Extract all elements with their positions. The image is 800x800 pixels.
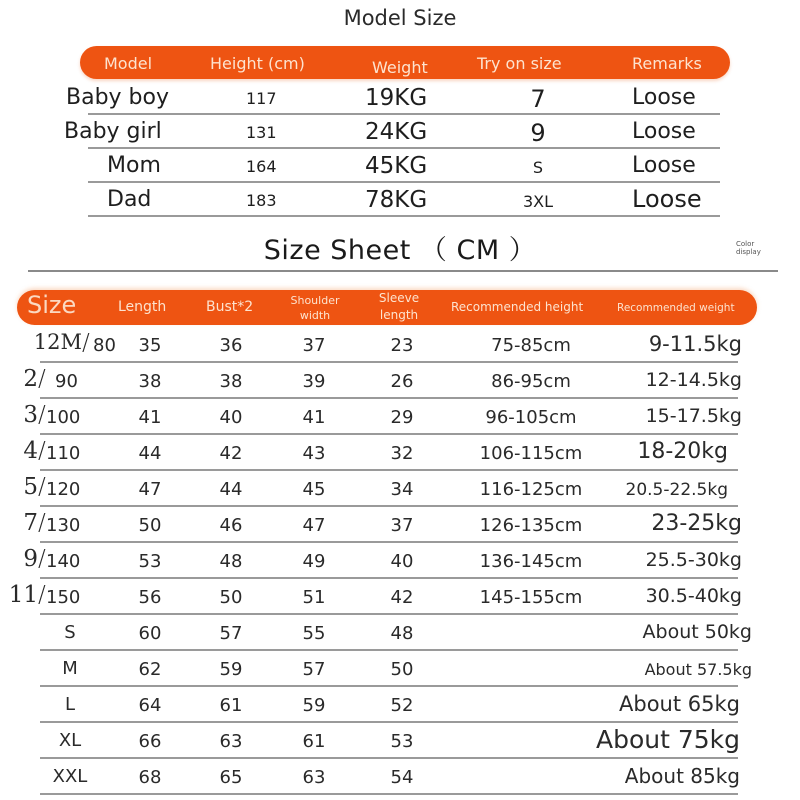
size-letter: S [64, 622, 76, 643]
header-sleeve-line-2: length [379, 308, 419, 322]
length: 64 [138, 695, 162, 716]
recommended-height: 145-155cm [479, 587, 583, 608]
size-row [0, 651, 800, 687]
slash: / [38, 474, 46, 500]
length: 35 [138, 335, 162, 356]
length: 41 [138, 407, 162, 428]
length: 66 [138, 731, 162, 752]
bust: 38 [219, 371, 243, 392]
sleeve: 37 [390, 515, 414, 536]
color-display-line-2: display [736, 248, 761, 256]
size-row [0, 579, 800, 615]
bust: 61 [219, 695, 243, 716]
size-height: 120 [46, 479, 81, 500]
sleeve: 32 [390, 443, 414, 464]
size-row [0, 615, 800, 651]
bust: 48 [219, 551, 243, 572]
model-remarks: Loose [632, 85, 696, 110]
slash: / [38, 546, 46, 572]
shoulder: 49 [302, 551, 326, 572]
size-age: 3 [23, 402, 38, 428]
recommended-height: 86-95cm [491, 371, 571, 392]
recommended-height: 136-145cm [479, 551, 583, 572]
model-table-header [80, 46, 730, 79]
shoulder: 51 [302, 587, 326, 608]
sleeve: 42 [390, 587, 414, 608]
recommended-weight: About 65kg [619, 692, 740, 716]
header-height: Height (cm) [210, 54, 305, 73]
bust: 36 [219, 335, 243, 356]
recommended-weight: 30.5-40kg [645, 585, 742, 607]
model-remarks: Loose [632, 119, 696, 144]
header-remarks: Remarks [632, 54, 702, 73]
model-try-on-size: 7 [530, 85, 546, 113]
size-age: 2 [23, 366, 38, 392]
shoulder: 47 [302, 515, 326, 536]
length: 68 [138, 767, 162, 788]
model-name: Baby boy [66, 85, 169, 110]
bust: 46 [219, 515, 243, 536]
size-table-header [17, 290, 757, 325]
bust: 44 [219, 479, 243, 500]
model-height: 131 [246, 123, 277, 142]
model-weight: 24KG [365, 119, 428, 145]
model-remarks: Loose [632, 185, 702, 213]
size-height: 110 [46, 443, 81, 464]
shoulder: 59 [302, 695, 326, 716]
model-size-title: Model Size [343, 6, 457, 30]
header-model: Model [104, 54, 153, 73]
shoulder: 57 [302, 659, 326, 680]
sleeve: 50 [390, 659, 414, 680]
header-shoulder-line-1: Shoulder [290, 294, 340, 307]
recommended-height: 126-135cm [479, 515, 583, 536]
shoulder: 61 [302, 731, 326, 752]
model-height: 183 [246, 191, 277, 210]
size-height: 130 [46, 515, 81, 536]
size-row [0, 759, 800, 795]
sleeve: 40 [390, 551, 414, 572]
size-row [0, 327, 800, 363]
header-weight: Weight [372, 58, 428, 77]
sleeve: 29 [390, 407, 414, 428]
size-age: 12M [33, 330, 82, 354]
size-letter: XL [58, 730, 82, 751]
length: 38 [138, 371, 162, 392]
recommended-weight: 23-25kg [651, 511, 742, 536]
header-sleeve-line-1: Sleeve [378, 291, 420, 305]
model-weight: 19KG [365, 85, 428, 111]
sleeve: 52 [390, 695, 414, 716]
size-row [0, 363, 800, 399]
header-recommended-weight: Recommended weight [617, 302, 735, 314]
model-row [60, 115, 720, 149]
sleeve: 54 [390, 767, 414, 788]
bust: 50 [219, 587, 243, 608]
recommended-weight: About 75kg [595, 725, 740, 754]
recommended-weight: 20.5-22.5kg [625, 480, 728, 500]
length: 53 [138, 551, 162, 572]
recommended-height: 75-85cm [491, 335, 571, 356]
model-weight: 78KG [365, 187, 428, 213]
model-try-on-size: 3XL [522, 192, 554, 211]
bust: 59 [219, 659, 243, 680]
slash: / [38, 366, 46, 392]
slash: / [82, 330, 90, 356]
size-letter: L [64, 694, 76, 715]
size-height: 80 [93, 335, 116, 356]
size-age: 7 [23, 510, 38, 536]
size-height: 150 [46, 587, 81, 608]
size-age: 11 [8, 582, 38, 608]
size-height: 140 [46, 551, 81, 572]
header-recommended-height: Recommended height [451, 300, 584, 314]
model-row [60, 183, 720, 217]
header-try-on-size: Try on size [477, 54, 562, 73]
shoulder: 63 [302, 767, 326, 788]
recommended-weight: 15-17.5kg [645, 405, 742, 427]
bust: 57 [219, 623, 243, 644]
header-sleeve-length [369, 290, 429, 324]
sleeve: 23 [390, 335, 414, 356]
recommended-weight: 18-20kg [637, 439, 728, 464]
model-height: 117 [246, 89, 277, 108]
shoulder: 41 [302, 407, 326, 428]
model-row [60, 149, 720, 183]
header-bust: Bust*2 [206, 299, 254, 315]
size-sheet-title: Size Sheet （ CM ） [263, 235, 537, 266]
recommended-weight: 12-14.5kg [645, 369, 742, 391]
size-letter: M [62, 658, 78, 679]
bust: 40 [219, 407, 243, 428]
sleeve: 53 [390, 731, 414, 752]
model-row [60, 81, 720, 115]
recommended-weight: 25.5-30kg [645, 549, 742, 571]
shoulder: 43 [302, 443, 326, 464]
header-shoulder-width [283, 293, 347, 323]
size-row [0, 435, 800, 471]
sleeve: 34 [390, 479, 414, 500]
shoulder: 55 [302, 623, 326, 644]
size-row [0, 507, 800, 543]
shoulder: 37 [302, 335, 326, 356]
sleeve: 26 [390, 371, 414, 392]
size-height: 100 [46, 407, 81, 428]
recommended-height: 116-125cm [479, 479, 583, 500]
size-height: 90 [55, 371, 78, 392]
color-display-line-1: Color [736, 240, 755, 248]
divider [28, 270, 778, 272]
model-remarks: Loose [632, 153, 696, 178]
model-try-on-size: 9 [530, 119, 546, 147]
shoulder: 39 [302, 371, 326, 392]
header-length: Length [118, 299, 167, 315]
slash: / [38, 510, 46, 536]
length: 44 [138, 443, 162, 464]
length: 62 [138, 659, 162, 680]
size-row [0, 687, 800, 723]
size-row [0, 543, 800, 579]
model-name: Baby girl [64, 119, 162, 144]
model-name: Dad [107, 187, 152, 212]
sleeve: 48 [390, 623, 414, 644]
shoulder: 45 [302, 479, 326, 500]
bust: 65 [219, 767, 243, 788]
length: 60 [138, 623, 162, 644]
size-age: 9 [23, 546, 38, 572]
model-height: 164 [246, 157, 277, 176]
size-row [0, 399, 800, 435]
model-try-on-size: S [532, 158, 544, 177]
slash: / [38, 402, 46, 428]
slash: / [38, 438, 46, 464]
bust: 42 [219, 443, 243, 464]
recommended-weight: 9-11.5kg [648, 332, 742, 356]
recommended-weight: About 85kg [624, 764, 740, 788]
length: 50 [138, 515, 162, 536]
slash: / [38, 582, 46, 608]
model-name: Mom [107, 153, 161, 178]
bust: 63 [219, 731, 243, 752]
length: 47 [138, 479, 162, 500]
length: 56 [138, 587, 162, 608]
color-display-label [736, 240, 761, 256]
recommended-height: 106-115cm [479, 443, 583, 464]
size-age: 4 [23, 438, 38, 464]
model-weight: 45KG [365, 153, 428, 179]
size-row [0, 471, 800, 507]
recommended-weight: About 50kg [642, 621, 752, 643]
header-shoulder-line-2: width [299, 309, 331, 322]
recommended-height: 96-105cm [485, 407, 577, 428]
header-size: Size [27, 291, 77, 319]
recommended-weight: About 57.5kg [644, 660, 752, 679]
size-age: 5 [23, 474, 38, 500]
size-row [0, 723, 800, 759]
size-letter: XXL [52, 766, 88, 787]
